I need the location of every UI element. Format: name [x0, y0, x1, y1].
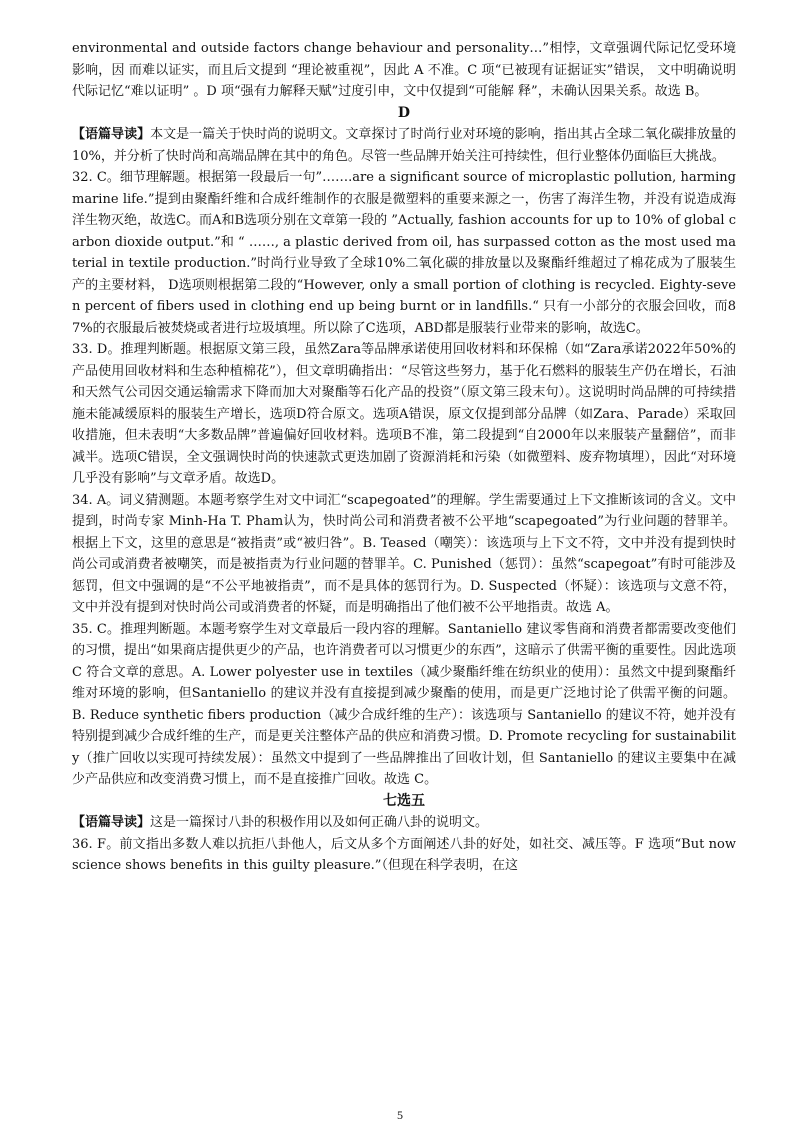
section-seven-title: 七选五 [383, 792, 425, 809]
answer-36: 36. F。前文指出多数人难以抗拒八卦他人，后文从多个方面阐述八卦的好处，如社交、减压等。F 选项“But now science shows benefits in this guilty pleasure.”（但现在科学表明，在这 [72, 836, 736, 873]
answer-34: 34. A。词义猜测题。本题考察学生对文中词汇“scapegoated”的理解。学生需要通过上下文推断该词的含义。文中提到，时尚专家 Minh-Ha T. Pham认为，快时尚公司和消费者被不公平地“scapegoated”为行业问题的替罪羊。根据上下文，这里的意思是“被指责”或“被归咎”。B. Teased（嘲笑）：该选项与上下文不符，文中并没有提到快时尚公司或消费者被嘲笑，而是被指责为行业问题的替罪羊。C. Punished（惩罚）：虽然“scapegoat”有时可能涉及惩罚，但文中强调的是“不公平地被指责”，而不是具体的惩罚行为。D. Suspected（怀疑）：该选项与文意不符，文中并没有提到对快时尚公司或消费者的怀疑，而是明确指出了他们被不公平地指责。故选 A。 [72, 492, 736, 615]
seven-guide-paragraph [72, 812, 736, 834]
answer-35: 35. C。推理判断题。本题考察学生对文章最后一段内容的理解。Santaniello 建议零售商和消费者都需要改变他们的习惯，提出“如果商店提供更少的产品，也许消费者可以习惯更少的东西”，这暗示了供需平衡的重要性。因此选项 C 符合文章的意思。A. Lower polyester use in textiles（减少聚酯纤维在纺织业的使用）：虽然文中提到聚酯纤维对环境的影响，但Santaniello 的建议并没有直接提到减少聚酯的使用，而是更广泛地讨论了供需平衡的问题。B. Reduce synthetic fibers production（减少合成纤维的生产）：该选项与 Santaniello 的建议不符，她并没有特别提到减少合成纤维的生产，而是更关注整体产品的供应和消费习惯。D. Promote recycling for sustainability（推广回收以实现可持续发展）：虽然文中提到了一些品牌推出了回收计划，但 Santaniello 的建议主要集中在减少产品供应和改变消费习惯上，而不是直接推广回收。故选 C。 [72, 621, 736, 787]
page-content [72, 38, 736, 877]
seven-guide-text: 这是一篇探讨八卦的积极作用以及如何正确八卦的说明文。 [150, 815, 489, 830]
intro-paragraph: environmental and outside factors change behaviour and personality…”相悖，文章强调代际记忆受环境影响，因 而难以证实，而且后文提到 “理论被重视”，因此 A 不准。C 项“已被现有证据证实”错误， 文中明确说明代际记忆“难以证明” 。D 项“强有力解释天赋”过度引申，文中仅提到“可能解 释”，未确认因果关系。故选 B。 [72, 41, 736, 99]
answer-33: 33. D。推理判断题。根据原文第三段，虽然Zara等品牌承诺使用回收材料和环保棉（如“Zara承诺2022年50%的产品使用回收材料和生态种植棉花”），但文章明确指出：“尽管这些努力，基于化石燃料的服装生产仍在增长，石油和天然气公司因交通运输需求下降而加大对聚酯等石化产品的投资”（原文第三段末句）。这说明时尚品牌的可持续措施未能减缓原料的服装生产增长，选项D符合原文。选项A错误，原文仅提到部分品牌（如Zara、Parade）采取回收措施，但未表明“大多数品牌”普遍偏好回收材料。选项B不准，第二段提到“自2000年以来服装产量翻倍”，而非减半。选项C错误，全文强调快时尚的快速款式更迭加剧了资源消耗和污染（如微塑料、废弃物填埋），因此“对环境几乎没有影响”与文章矛盾。故选D。 [72, 342, 736, 486]
d-guide-text: 本文是一篇关于快时尚的说明文。文章探讨了时尚行业对环境的影响，指出其占全球二氧化碳排放量的10%，并分析了快时尚和高端品牌在其中的角色。尽管一些品牌开始关注可持续性，但行业整体仍面临巨大挑战。 [72, 127, 736, 164]
answer-32: 32. C。细节理解题。根据第一段最后一句”…….are a significant source of microplastic pollution, harming marine life.”提到由聚酯纤维和合成纤维制作的衣服是微塑料的重要来源之一，伤害了海洋生物，并没有说造成海洋生物灭绝，故选C。而A和B选项分别在文章第一段的 ”Actually, fashion accounts for up to 10% of global carbon dioxide output.”和 “ ……, a plastic derived from oil, has surpassed cotton as the most used material in textile production.”时尚行业导致了全球10%二氧化碳的排放量以及聚酯纤维超过了棉花成为了服装生产的主要材料， D选项则根据第二段的“However, only a small portion of clothing is recycled. Eighty-seven percent of fibers used in clothing end up being burnt or in landfills.“ 只有一小部分的衣服会回收，而87%的衣服最后被焚烧或者进行垃圾填埋。所以除了C选项，ABD都是服装行业带来的影响，故选C。 [72, 170, 736, 336]
section-d-title: D [397, 104, 411, 121]
seven-guide-tag: 【语篇导读】 [72, 815, 151, 830]
page-number: 5 [397, 1108, 403, 1122]
d-guide-tag: 【语篇导读】 [72, 127, 151, 142]
d-guide-paragraph [72, 124, 736, 167]
